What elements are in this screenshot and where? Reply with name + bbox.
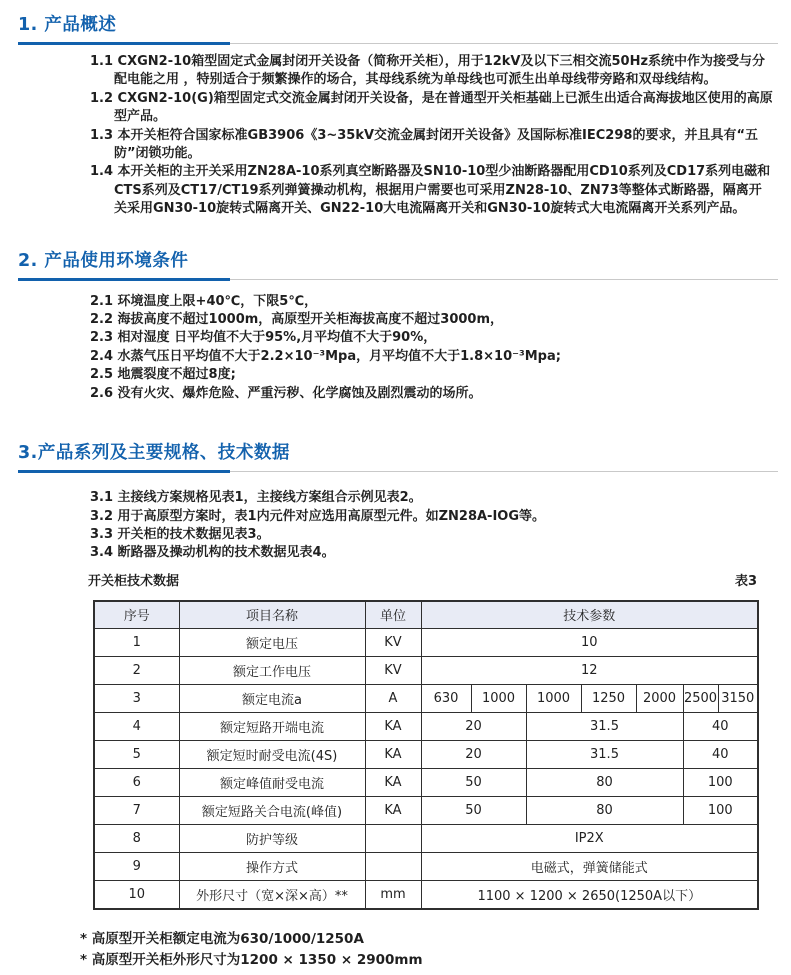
table-row — [94, 881, 758, 909]
table-cell: 20 — [421, 741, 526, 769]
table-header-cell: 单位 — [365, 601, 421, 629]
table-number: 表3 — [734, 573, 757, 589]
list-item: * 高原型开关柜外形尺寸为1200 × 1350 × 2900mm — [80, 952, 423, 969]
list-item: 1.2 CXGN2-10(G)箱型固定式交流金属封闭开关设备，是在普通型开关柜基础上已派生出适合高海拔地区使用的高原型产品。 — [90, 90, 773, 125]
table-cell: 2500 — [683, 685, 718, 713]
table-row — [94, 797, 758, 825]
list-item: 2.4 水蒸气压日平均值不大于2.2×10⁻³Mpa，月平均值不大于1.8×10⁻³Mpa; — [90, 348, 561, 364]
table-cell: 3150 — [718, 685, 758, 713]
table-body — [94, 629, 758, 909]
underline-blue-segment — [18, 278, 230, 281]
table-caption-row — [88, 570, 757, 589]
table-cell: 31.5 — [526, 713, 683, 741]
title-underline — [18, 41, 778, 45]
list-item: 1.3 本开关柜符合国家标准GB3906《3~35kV交流金属封闭开关设备》及国际标准IEC298的要求，并且具有“五防”闭锁功能。 — [90, 127, 758, 162]
table-row — [94, 741, 758, 769]
table-cell — [365, 825, 421, 853]
section-items — [90, 489, 774, 563]
section-series-specs — [0, 442, 791, 563]
list-item: 3.1 主接线方案规格见表1，主接线方案组合示例见表2。 — [90, 490, 422, 506]
table-cell: 电磁式，弹簧储能式 — [421, 853, 758, 881]
table-cell: 9 — [94, 853, 179, 881]
table-cell: 1000 — [526, 685, 581, 713]
table-cell: 1 — [94, 629, 179, 657]
table-cell: 630 — [421, 685, 471, 713]
table-row — [94, 769, 758, 797]
table-cell: 100 — [683, 769, 758, 797]
table-cell: 100 — [683, 797, 758, 825]
table-caption: 开关柜技术数据 — [88, 573, 180, 589]
section-title: 1. 产品概述 — [18, 15, 117, 35]
table-header-cell: 项目名称 — [179, 601, 365, 629]
table-cell: 10 — [421, 629, 758, 657]
list-item: 2.1 环境温度上限+40℃，下限5℃， — [90, 293, 318, 309]
table-cell: 80 — [526, 797, 683, 825]
section-environment-conditions — [0, 250, 791, 403]
table-cell: 7 — [94, 797, 179, 825]
table-cell: IP2X — [421, 825, 758, 853]
table-cell: 31.5 — [526, 741, 683, 769]
section-title: 2. 产品使用环境条件 — [18, 250, 189, 271]
table-cell: 额定短路关合电流(峰值) — [179, 797, 365, 825]
table-cell: 1100 × 1200 × 2650(1250A以下） — [421, 881, 758, 909]
table-cell: 操作方式 — [179, 853, 365, 881]
title-underline — [18, 277, 778, 281]
tech-data-table — [93, 600, 759, 910]
table-cell: 防护等级 — [179, 825, 365, 853]
table-cell: KV — [365, 629, 421, 657]
tech-data-table-block — [88, 570, 757, 910]
section-items — [90, 293, 774, 403]
section-items — [90, 53, 774, 219]
table-cell: 2000 — [636, 685, 683, 713]
table-cell: 额定峰值耐受电流 — [179, 769, 365, 797]
table-row — [94, 825, 758, 853]
table-cell: 额定电压 — [179, 629, 365, 657]
table-row — [94, 657, 758, 685]
table-cell: 40 — [683, 713, 758, 741]
table-cell: 3 — [94, 685, 179, 713]
table-cell: A — [365, 685, 421, 713]
table-cell: 额定短路开端电流 — [179, 713, 365, 741]
table-cell: 额定工作电压 — [179, 657, 365, 685]
underline-blue-segment — [18, 42, 230, 45]
list-item: 1.1 CXGN2-10箱型固定式金属封闭开关设备（简称开关柜），用于12kV及以下三相交流50Hz系统中作为接受与分配电能之用 ，特别适合于频繁操作的场合，其母线系统为单母线也可派生出单母线带旁路和双母线结构。 — [90, 54, 766, 88]
table-row — [94, 853, 758, 881]
footnotes — [80, 929, 791, 972]
table-cell: 10 — [94, 881, 179, 909]
section-product-overview — [0, 14, 791, 219]
title-underline — [18, 469, 778, 473]
table-cell: 额定短时耐受电流(4S) — [179, 741, 365, 769]
table-cell: mm — [365, 881, 421, 909]
table-cell: KV — [365, 657, 421, 685]
table-cell: 外形尺寸（宽×深×高）** — [179, 881, 365, 909]
table-cell: 1250 — [581, 685, 636, 713]
table-cell: KA — [365, 797, 421, 825]
table-cell: 80 — [526, 769, 683, 797]
table-cell — [365, 853, 421, 881]
list-item: 2.5 地震裂度不超过8度; — [90, 367, 236, 383]
table-cell: 40 — [683, 741, 758, 769]
table-header-cell: 序号 — [94, 601, 179, 629]
table-cell: 1000 — [471, 685, 526, 713]
list-item: 2.6 没有火灾、爆炸危险、严重污秽、化学腐蚀及剧烈震动的场所。 — [90, 385, 482, 401]
table-row — [94, 629, 758, 657]
table-cell: 8 — [94, 825, 179, 853]
table-cell: 6 — [94, 769, 179, 797]
table-header-row — [94, 601, 758, 629]
underline-blue-segment — [18, 470, 230, 473]
section-title: 3.产品系列及主要规格、技术数据 — [18, 443, 290, 464]
table-row — [94, 685, 758, 713]
table-cell: KA — [365, 769, 421, 797]
table-cell: KA — [365, 741, 421, 769]
table-cell: 额定电流a — [179, 685, 365, 713]
list-item: 2.3 相对湿度 日平均值不大于95%,月平均值不大于90%， — [90, 330, 437, 346]
table-cell: 50 — [421, 769, 526, 797]
table-cell: 5 — [94, 741, 179, 769]
list-item: 3.4 断路器及操动机构的技术数据见表4。 — [90, 545, 335, 561]
table-row — [94, 713, 758, 741]
table-cell: 50 — [421, 797, 526, 825]
list-item: 1.4 本开关柜的主开关采用ZN28A-10系列真空断路器及SN10-10型少油断路器配用CD10系列及CD17系列电磁和CTS系列及CT17/CT19系列弹簧操动机构，根据用户需要也可采用ZN28-10、ZN73等整体式断路器，隔离开关采用GN30-10旋转式隔离开关、GN22-10大电流隔离开关和GN30-10旋转式大电流隔离开关系列产品。 — [90, 164, 771, 217]
table-cell: KA — [365, 713, 421, 741]
list-item: 2.2 海拔高度不超过1000m，高原型开关柜海拔高度不超过3000m， — [90, 312, 504, 328]
list-item: * 高原型开关柜额定电流为630/1000/1250A — [80, 930, 364, 947]
table-header-cell: 技术参数 — [421, 601, 758, 629]
table-cell: 2 — [94, 657, 179, 685]
table-cell: 12 — [421, 657, 758, 685]
list-item: 3.3 开关柜的技术数据见表3。 — [90, 526, 270, 542]
table-cell: 20 — [421, 713, 526, 741]
table-cell: 4 — [94, 713, 179, 741]
list-item: 3.2 用于高原型方案时，表1内元件对应选用高原型元件。如ZN28A-IOG等。 — [90, 508, 546, 524]
